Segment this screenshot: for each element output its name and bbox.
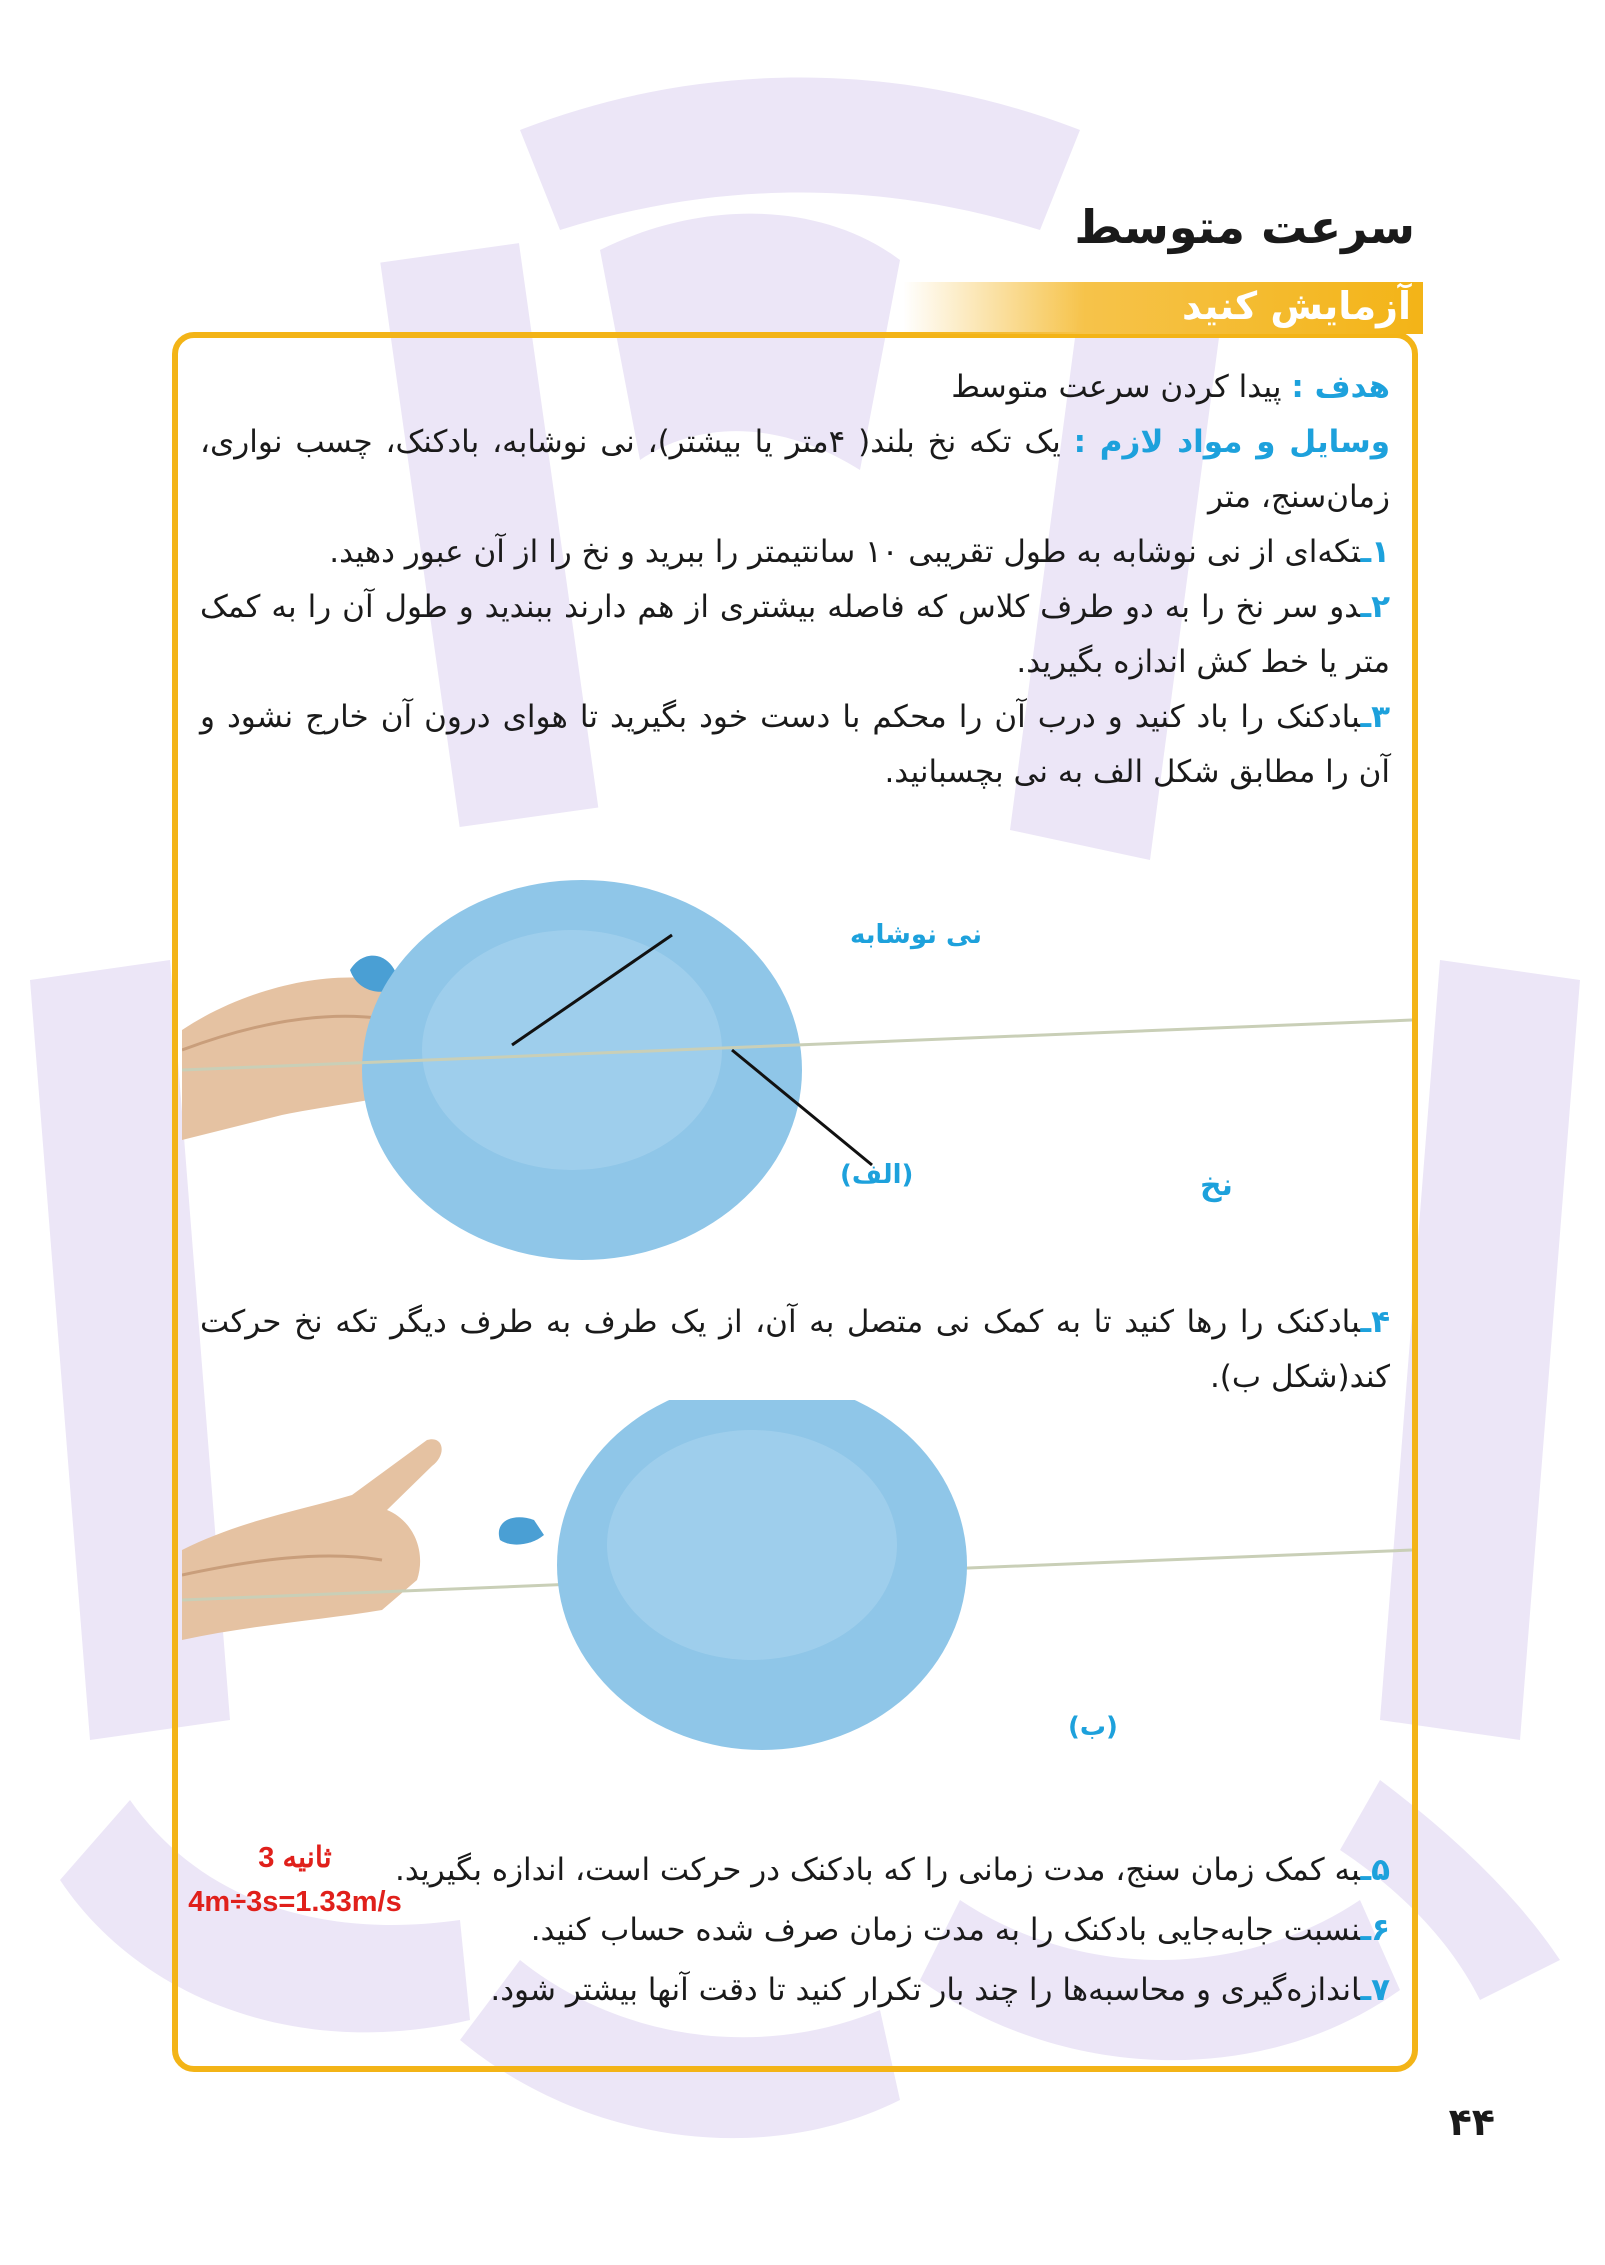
step-4-block	[200, 1295, 1390, 1405]
figure-b-caption: (ب)	[1068, 1712, 1118, 1742]
step-5	[360, 1840, 1390, 1900]
final-steps	[360, 1840, 1390, 2020]
step-text: بادکنک را باد کنید و درب آن را محکم با دست خود بگیرید تا هوای درون آن خارج نشود و آن را مطابق شکل الف به نی بچسبانید.	[200, 699, 1390, 790]
straw-label: نی نوشابه	[850, 920, 983, 950]
note-time: 3 ثانیه	[258, 1842, 332, 1874]
goal-line	[200, 360, 1390, 415]
step-number: ۷ـ	[1360, 1972, 1390, 2008]
page-number: ۴۴	[1448, 2100, 1495, 2144]
figure-b-photo	[182, 1400, 1412, 1820]
step-number: ۲ـ	[1360, 589, 1390, 625]
balloon-knot	[499, 1517, 544, 1544]
materials-label: وسایل و مواد لازم :	[1073, 424, 1390, 460]
hand-pointing-illustration	[182, 1439, 442, 1640]
step-1	[200, 525, 1390, 580]
figure-a-caption: (الف)	[840, 1160, 914, 1190]
step-6	[360, 1900, 1390, 1960]
step-text: دو سر نخ را به دو طرف کلاس که فاصله بیشتری از هم دارند ببندید و طول آن را به کمک متر یا خط کش اندازه بگیرید.	[200, 589, 1390, 680]
figure-a-photo	[182, 880, 1412, 1300]
string-label: نخ	[1200, 1168, 1233, 1203]
activity-label: آزمایش کنید	[1182, 284, 1411, 328]
note-calculation: 4m÷3s=1.33m/s	[188, 1886, 402, 1918]
goal-label: هدف :	[1291, 369, 1390, 405]
step-number: ۶ـ	[1360, 1912, 1390, 1948]
step-2	[200, 580, 1390, 690]
materials-line	[200, 415, 1390, 525]
step-4	[200, 1295, 1390, 1405]
materials-text: یک تکه نخ بلند( ۴متر یا بیشتر)، نی نوشابه، بادکنک، چسب نواری، زمان‌سنج، متر	[200, 424, 1390, 515]
step-text: به کمک زمان سنج، مدت زمانی را که بادکنک در حرکت است، اندازه بگیرید.	[395, 1852, 1361, 1888]
step-number: ۳ـ	[1360, 699, 1390, 735]
step-7	[360, 1960, 1390, 2020]
step-number: ۱ـ	[1360, 534, 1390, 570]
step-number: ۵ـ	[1360, 1852, 1390, 1888]
page-title: سرعت متوسط	[1074, 200, 1415, 254]
activity-tab	[903, 282, 1423, 334]
step-3	[200, 690, 1390, 800]
step-number: ۴ـ	[1360, 1304, 1390, 1340]
step-text: اندازه‌گیری و محاسبه‌ها را چند بار تکرار کنید تا دقت آنها بیشتر شود.	[490, 1972, 1361, 2008]
goal-text: پیدا کردن سرعت متوسط	[951, 369, 1282, 405]
handwritten-note	[160, 1836, 430, 1924]
activity-content	[200, 360, 1390, 800]
step-text: بادکنک را رها کنید تا به کمک نی متصل به آن، از یک طرف به طرف دیگر تکه نخ حرکت کند(شکل ب).	[200, 1304, 1390, 1395]
step-text: تکه‌ای از نی نوشابه به طول تقریبی ۱۰ سانتیمتر را ببرید و نخ را از آن عبور دهید.	[329, 534, 1361, 570]
step-text: نسبت جابه‌جایی بادکنک را به مدت زمان صرف شده حساب کنید.	[530, 1912, 1361, 1948]
